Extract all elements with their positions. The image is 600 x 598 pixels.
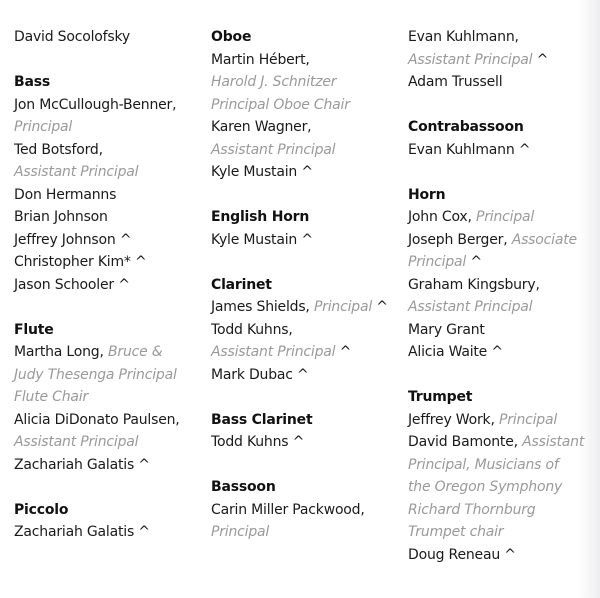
musician-title: Judy Thesenga Principal xyxy=(14,366,177,383)
musician-title: Principal Oboe Chair xyxy=(211,96,350,113)
musician-name: Jason Schooler ^ xyxy=(14,276,130,293)
musician-name: Ted Botsford, xyxy=(14,141,103,158)
musician-name: David Bamonte, xyxy=(408,434,523,450)
roster-column-3 xyxy=(408,26,594,566)
musician-name: Alicia DiDonato Paulsen, xyxy=(14,411,180,428)
musician-name: Evan Kuhlmann, xyxy=(408,29,519,45)
musician-entry xyxy=(408,206,594,229)
musician-name: Brian Johnson xyxy=(14,209,108,225)
section-heading-bass-clarinet: Bass Clarinet xyxy=(211,411,313,428)
musician-title: Assistant Principal xyxy=(14,434,139,450)
musician-name: Mary Grant xyxy=(408,321,485,338)
section-heading-piccolo: Piccolo xyxy=(14,501,69,518)
musician-title: Principal xyxy=(211,524,270,540)
roster-column-2 xyxy=(211,26,401,544)
musician-name: Jeffrey Johnson ^ xyxy=(14,231,132,248)
roster-column-1 xyxy=(14,26,204,544)
musician-name: Zachariah Galatis ^ xyxy=(14,524,150,540)
musician-name: Christopher Kim* ^ xyxy=(14,254,147,270)
musician-title: Trumpet chair xyxy=(408,524,504,540)
musician-entry xyxy=(408,229,594,252)
musician-entry xyxy=(408,49,594,72)
musician-title: Assistant Principal xyxy=(211,344,336,360)
musician-title: Assistant Principal xyxy=(14,164,139,180)
musician-name: Kyle Mustain ^ xyxy=(211,231,313,248)
musician-entry xyxy=(211,341,401,364)
musician-title: Assistant Principal xyxy=(211,141,336,158)
musician-title: Assistant xyxy=(522,434,585,450)
musician-title: Richard Thornburg xyxy=(408,501,536,518)
section-heading-trumpet: Trumpet xyxy=(408,389,473,405)
musician-name: Martin Hébert, xyxy=(211,51,310,68)
musician-entry xyxy=(408,409,594,432)
caret-mark: ^ xyxy=(466,254,482,270)
musician-name: Evan Kuhlmann ^ xyxy=(408,141,531,158)
musician-entry xyxy=(14,341,204,364)
musician-name: Graham Kingsbury, xyxy=(408,276,540,293)
musician-name: Adam Trussell xyxy=(408,74,503,90)
musician-name: Todd Kuhns ^ xyxy=(211,434,305,450)
musician-title: Principal, Musicians of xyxy=(408,456,559,473)
musician-title: Principal xyxy=(498,411,558,428)
section-heading-english-horn: English Horn xyxy=(211,209,310,225)
musician-name: Mark Dubac ^ xyxy=(211,366,309,383)
musician-name: Don Hermanns xyxy=(14,186,117,203)
musician-name: Jeffrey Work, xyxy=(408,411,499,428)
musician-title: the Oregon Symphony xyxy=(408,479,563,495)
musician-entry xyxy=(408,431,594,454)
musician-title: Assistant Principal xyxy=(408,299,533,315)
musician-name: John Cox, xyxy=(408,209,476,225)
caret-mark: ^ xyxy=(532,51,549,68)
musician-name: Todd Kuhns, xyxy=(211,321,293,338)
caret-mark: ^ xyxy=(372,299,388,315)
musician-name: David Socolofsky xyxy=(14,29,130,45)
section-heading-contrabassoon: Contrabassoon xyxy=(408,119,524,135)
musician-title: Harold J. Schnitzer xyxy=(211,74,337,90)
musician-title: Principal xyxy=(14,119,73,135)
musician-name: Martha Long, xyxy=(14,344,108,360)
musician-name: Kyle Mustain ^ xyxy=(211,164,313,180)
musician-name: Jon McCullough-Benner, xyxy=(14,96,177,113)
musician-title: Bruce & xyxy=(108,344,163,360)
musician-title: Flute Chair xyxy=(14,389,89,405)
musician-title: Assistant Principal xyxy=(408,51,533,68)
section-heading-flute: Flute xyxy=(14,321,54,338)
section-heading-horn: Horn xyxy=(408,186,446,203)
musician-name: Karen Wagner, xyxy=(211,119,312,135)
musician-name: Carin Miller Packwood, xyxy=(211,501,365,518)
section-heading-oboe: Oboe xyxy=(211,29,252,45)
musician-name: James Shields, xyxy=(211,299,314,315)
musician-name: Alicia Waite ^ xyxy=(408,344,503,360)
musician-title: Associate xyxy=(511,231,577,248)
caret-mark: ^ xyxy=(335,344,352,360)
section-heading-clarinet: Clarinet xyxy=(211,276,272,293)
musician-name: Zachariah Galatis ^ xyxy=(14,456,150,473)
section-heading-bass: Bass xyxy=(14,74,50,90)
musician-name: Joseph Berger, xyxy=(408,231,512,248)
musician-entry xyxy=(408,251,594,274)
musician-title: Principal xyxy=(313,299,373,315)
musician-title: Principal xyxy=(408,254,467,270)
section-heading-bassoon: Bassoon xyxy=(211,479,276,495)
musician-title: Principal xyxy=(476,209,535,225)
musician-name: Doug Reneau ^ xyxy=(408,546,516,563)
musician-entry xyxy=(211,296,401,319)
